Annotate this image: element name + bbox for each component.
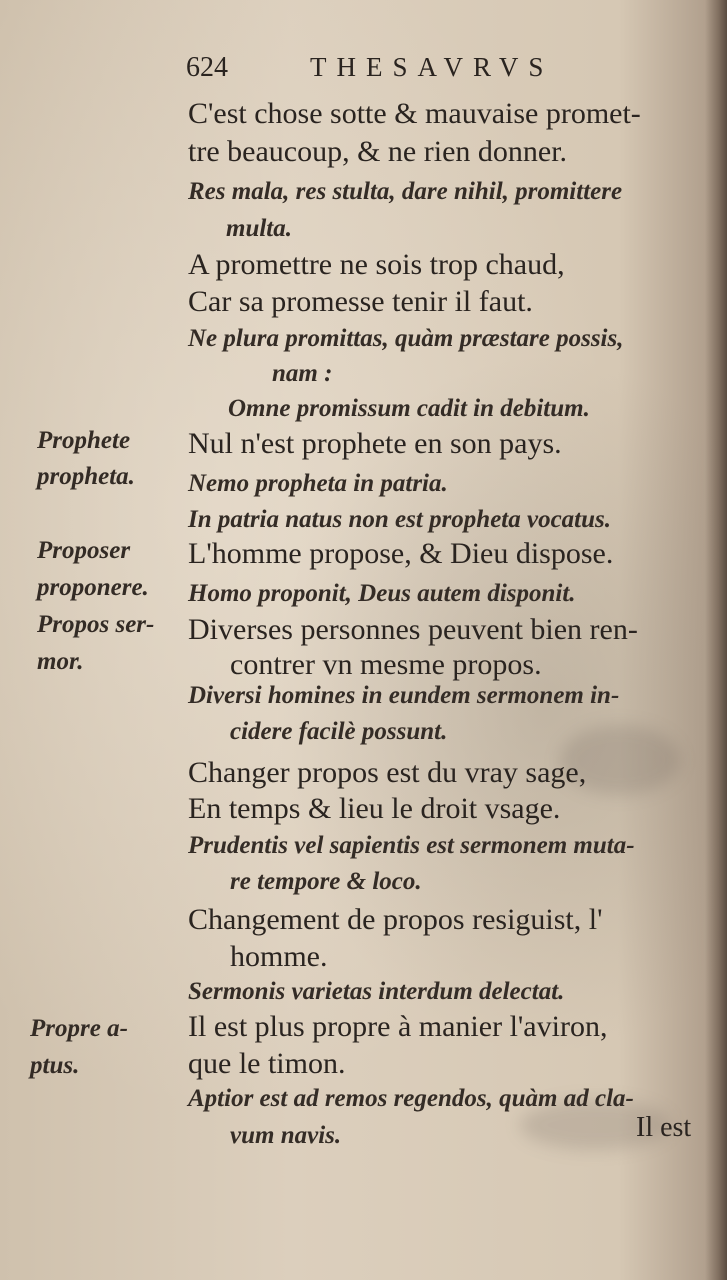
page-header bbox=[186, 52, 626, 92]
text-line: Nemo propheta in patria. bbox=[188, 470, 448, 497]
running-title: THESAVRVS bbox=[310, 52, 554, 82]
text-line: Car sa promesse tenir il faut. bbox=[188, 285, 533, 318]
margin-note: propheta. bbox=[37, 463, 135, 490]
margin-note: Proposer bbox=[37, 537, 131, 564]
text-line: que le timon. bbox=[188, 1047, 346, 1080]
text-line: cidere facilè possunt. bbox=[230, 718, 448, 745]
margin-note: Propos ser- bbox=[37, 611, 155, 638]
text-line: multa. bbox=[226, 215, 292, 242]
text-line: Res mala, res stulta, dare nihil, promittere bbox=[188, 178, 623, 205]
margin-note: Propre a- bbox=[30, 1015, 128, 1042]
text-line: A promettre ne sois trop chaud, bbox=[188, 248, 565, 281]
text-line: tre beaucoup, & ne rien donner. bbox=[188, 135, 568, 168]
text-line: En temps & lieu le droit vsage. bbox=[188, 792, 561, 825]
text-line: Ne plura promittas, quàm præstare possis, bbox=[188, 325, 624, 352]
margin-note: ptus. bbox=[30, 1052, 80, 1079]
text-line: Sermonis varietas interdum delectat. bbox=[188, 978, 565, 1005]
text-line: Homo proponit, Deus autem disponit. bbox=[188, 580, 576, 607]
text-line: Changement de propos resiguist, l' bbox=[188, 903, 603, 936]
margin-note: proponere. bbox=[37, 574, 149, 601]
text-line: Aptior est ad remos regendos, quàm ad cla- bbox=[188, 1085, 634, 1112]
text-line: Omne promissum cadit in debitum. bbox=[228, 395, 590, 422]
text-line: vum navis. bbox=[230, 1122, 342, 1149]
text-line: homme. bbox=[230, 940, 328, 973]
text-line: re tempore & loco. bbox=[230, 868, 422, 895]
text-line: Diverses personnes peuvent bien ren- bbox=[188, 613, 638, 646]
text-line: In patria natus non est propheta vocatus. bbox=[188, 506, 612, 533]
text-line: Nul n'est prophete en son pays. bbox=[188, 427, 562, 460]
text-line: Il est plus propre à manier l'aviron, bbox=[188, 1010, 608, 1043]
text-line: Changer propos est du vray sage, bbox=[188, 756, 587, 789]
text-line: C'est chose sotte & mauvaise promet- bbox=[188, 97, 641, 130]
text-line: contrer vn mesme propos. bbox=[230, 648, 542, 681]
margin-note: Prophete bbox=[37, 427, 131, 454]
page-number: 624 bbox=[186, 52, 228, 83]
catchword: Il est bbox=[636, 1112, 692, 1143]
text-line: L'homme propose, & Dieu dispose. bbox=[188, 537, 614, 570]
page-edge-shadow bbox=[705, 0, 727, 1280]
text-line: nam : bbox=[272, 360, 333, 387]
text-line: Diversi homines in eundem sermonem in- bbox=[188, 682, 620, 709]
text-line: Prudentis vel sapientis est sermonem muta- bbox=[188, 832, 635, 859]
margin-note: mor. bbox=[37, 648, 84, 675]
